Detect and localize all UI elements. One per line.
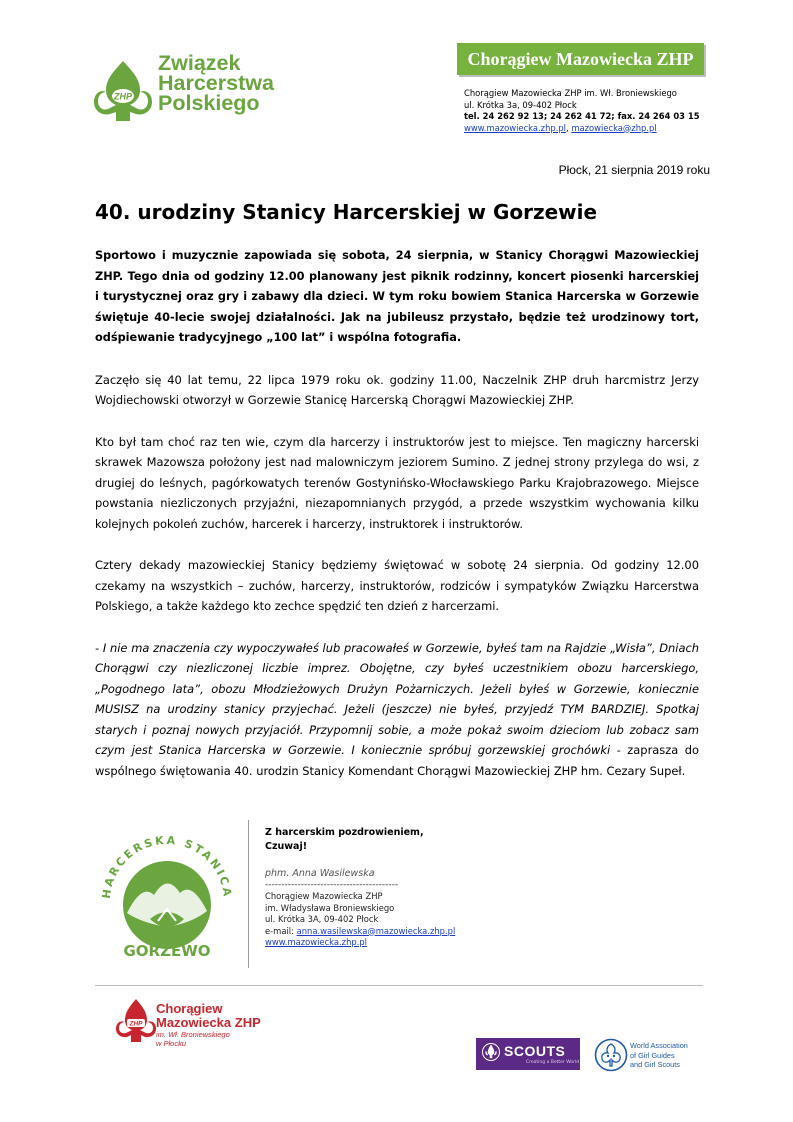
article-body: [95, 246, 699, 802]
choragiew-line-2: Mazowiecka ZHP: [156, 1015, 261, 1030]
date-line: Płock, 21 sierpnia 2019 roku: [558, 163, 710, 177]
zhp-logo-line-3: Polskiego: [158, 91, 260, 115]
greeting-line-1: Z harcerskim pozdrowieniem,: [265, 827, 424, 838]
signature-email-row: [265, 926, 525, 938]
wagggs-line-2: of Girl Guides: [630, 1050, 675, 1060]
org-address: ul. Krótka 3a, 09-402 Płock: [464, 99, 577, 110]
wagggs-text: [630, 1041, 688, 1070]
zhp-logo-line-2: Harcerstwa: [158, 71, 274, 95]
scouts-label: SCOUTS: [504, 1043, 566, 1059]
wagggs-logo: [594, 1038, 709, 1074]
zhp-logo-text: [158, 53, 274, 113]
choragiew-lily-icon: [116, 998, 156, 1044]
signer-name: phm. Anna Wasilewska: [265, 868, 375, 879]
stanica-arc-textpath: HARCERSKA STANICA: [99, 833, 235, 900]
paragraph-celebration: Cztery dekady mazowieckiej Stanicy będziemy świętować w sobotę 24 sierpnia. Od godziny 12.00 czekamy na wszystkich – zuchów, harcerzy, instruktorów, rodziców i sympatyków Związku Harcerstwa Polskiego, a także każdego kto zechce spędzić ten dzień z harcerzami.: [95, 558, 699, 613]
stanica-bottom-text: GORZEWO: [123, 942, 211, 960]
zhp-logo: [94, 53, 294, 125]
signature-divider: [248, 820, 249, 968]
footer-divider: [95, 985, 703, 986]
scouts-fleur-icon: [482, 1042, 500, 1062]
greeting-line-2: Czuwaj!: [265, 841, 308, 852]
choragiew-badge-text: ZHP: [129, 1020, 143, 1028]
paragraph-history: Zaczęło się 40 lat temu, 22 lipca 1979 roku ok. godziny 11.00, Naczelnik ZHP druh harcmistrz Jerzy Wojdiechowski otworzył w Gorzewie Stanicę Harcerską Chorągwi Mazowieckiej ZHP.: [95, 372, 699, 407]
signature-line-1: Chorągiew Mazowiecka ZHP: [265, 891, 383, 901]
zhp-lily-icon: [94, 59, 152, 125]
scouts-logo: [476, 1038, 580, 1070]
signature-website-row: [265, 937, 525, 949]
choragiew-sub-2: w Płocku: [156, 1039, 187, 1048]
signature-line-2: im. Władysława Broniewskiego: [265, 902, 395, 913]
scouts-tagline: Creating a Better World: [526, 1060, 580, 1065]
zhp-logo-line-1: Związek: [158, 51, 241, 75]
org-banner: Chorągiew Mazowiecka ZHP: [457, 43, 704, 75]
signature-email-link[interactable]: anna.wasilewska@mazowiecka.zhp.pl: [296, 925, 456, 936]
org-links-separator: ,: [566, 122, 572, 133]
quote-tail: zaprasza do wspólnego świętowania 40. urodzin Stanicy Komendant Chorągwi Mazowieckiej ZHP hm. Cezary Supeł.: [95, 743, 699, 778]
signature-line-3: ul. Krótka 3A, 09-402 Płock: [265, 914, 379, 924]
org-email-link[interactable]: mazowiecka@zhp.pl: [571, 122, 657, 133]
org-contact-block: [464, 88, 714, 134]
page-title: 40. urodziny Stanicy Harcerskiej w Gorzewie: [95, 200, 598, 224]
org-links: [464, 123, 714, 135]
org-name: Chorągiew Mazowiecka ZHP im. Wł. Broniewskiego: [464, 88, 677, 98]
choragiew-line-1: Chorągiew: [156, 1001, 223, 1016]
signature-website-link[interactable]: www.mazowiecka.zhp.pl: [265, 937, 368, 947]
lead-paragraph: Sportowo i muzycznie zapowiada się sobota, 24 sierpnia, w Stanicy Chorągwi Mazowieckiej ZHP. Tego dnia od godziny 12.00 planowany jest piknik rodzinny, koncert piosenki harcerskiej i turystycznej oraz gry i zabawy dla dzieci. W tym roku bowiem Stanica Harcerska w Gorzewie świętuje 40-lecie swojej działalności. Jak na jubileusz przystało, będzie też urodzinowy tort, odśpiewanie tradycyjnego „100 lat” i wspólna fotografia.: [95, 249, 699, 344]
paragraph-place: Kto był tam choć raz ten wie, czym dla harcerzy i instruktorów jest to miejsce. Ten magiczny harcerski skrawek Mazowsza położony jest nad malowniczym jeziorem Sumino. Z jednej strony przylega do wsi, z drugiej do leśnych, pagórkowatych terenów Gostynińsko-Włocławskiego Parku Krajobrazowego. Miejsce powstania niezliczonych przyjaźni, niezapomnianych przygód, a przede wszystkim wychowania kilku kolejnych pokoleń zuchów, harcerek i harcerzy, instruktorek i instruktorów.: [95, 434, 699, 531]
org-website-link[interactable]: www.mazowiecka.zhp.pl: [464, 122, 567, 133]
signature-email-label: e-mail:: [265, 925, 297, 936]
paragraph-quote: [95, 638, 699, 782]
choragiew-logo: [116, 998, 266, 1048]
choragiew-logo-text: [156, 1002, 261, 1048]
wagggs-line-1: World Association: [630, 1041, 688, 1050]
stanica-gorzewo-logo: [92, 823, 242, 963]
wagggs-line-3: and Girl Scouts: [630, 1060, 680, 1070]
org-phone: tel. 24 262 92 13; 24 262 41 72; fax. 24 264 03 15: [464, 111, 700, 121]
signature-block: [265, 826, 525, 949]
quote-italic: - I nie ma znaczenia czy wypoczywałeś lub pracowałeś w Gorzewie, byłeś tam na Rajdzie „Wisła”, Dniach Chorągwi czy niezliczonej liczbie imprez. Obojętne, czy byłeś uczestnikiem obozu harcerskiego, „Pogodnego lata”, obozu Młodzieżowych Drużyn Pożarniczych. Jeżeli byłeś w Gorzewie, koniecznie MUSISZ na urodziny stanicy przyjechać. Jeżeli (jeszcze) nie byłeś, przyjedź TYM BARDZIEJ. Spotkaj starych i poznaj nowych przyjaciół. Przypomnij sobie, a może pokaż swoim dzieciom lub zobacz sam czym jest Stanica Harcerska w Gorzewie. I koniecznie spróbuj gorzewskiej grochówki -: [95, 640, 699, 757]
choragiew-sub-1: im. Wł. Broniewskiego: [156, 1030, 230, 1039]
zhp-logo-badge: ZHP: [114, 91, 132, 102]
trefoil-icon: [594, 1038, 628, 1072]
signature-dashes: -----------------------------------------: [265, 880, 399, 890]
